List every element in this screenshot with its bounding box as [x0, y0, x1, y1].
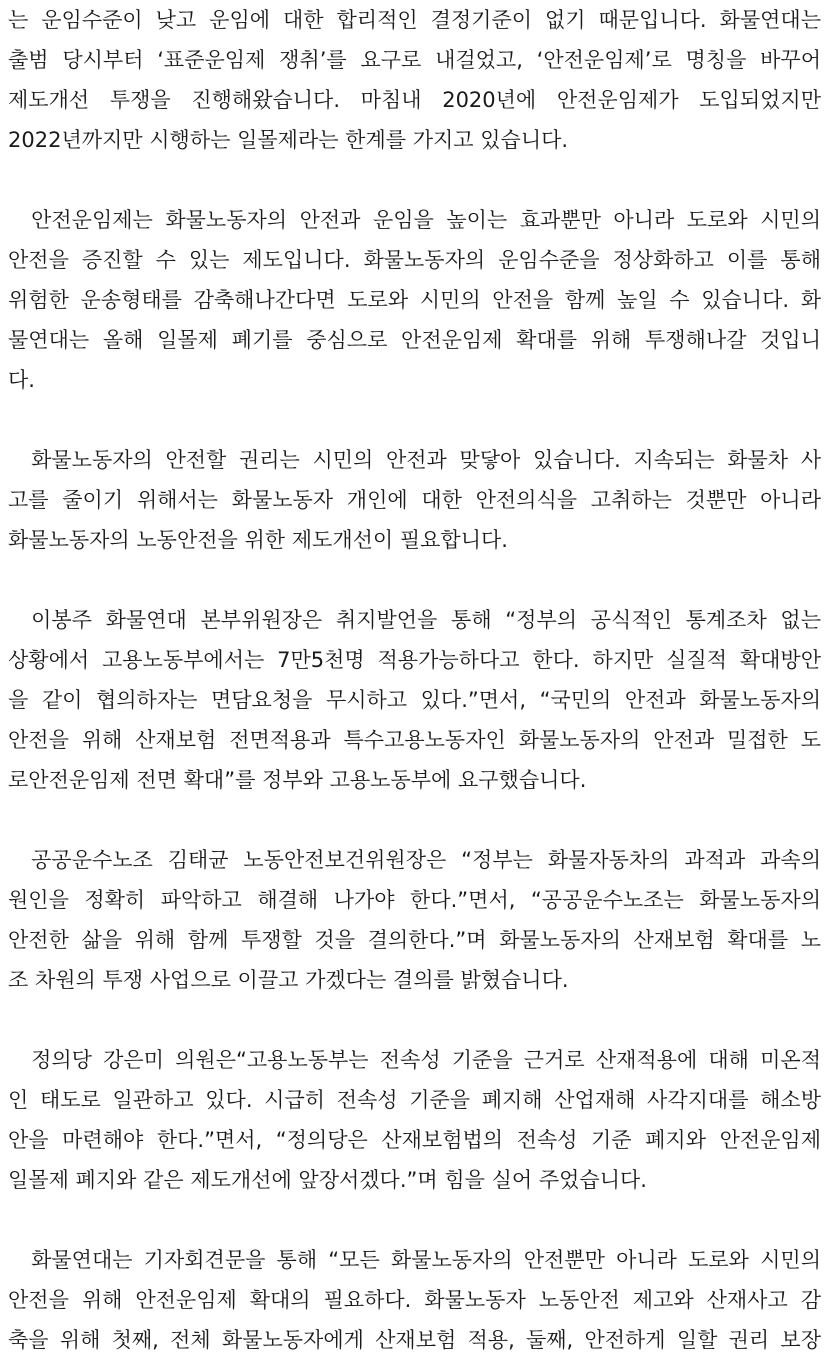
text-line: 안전을 위해 산재보험 전면적용과 특수고용노동자인 화물노동자의 안전과 밀접한 도: [8, 728, 821, 752]
text-line: 출범 당시부터 ‘표준운임제 쟁취’를 요구로 내걸었고, ‘안전운임제’로 명칭을 바꾸어: [8, 48, 821, 72]
article-body: [8, 0, 821, 1360]
text-line: 안전을 증진할 수 있는 제도입니다. 화물노동자의 운임수준을 정상화하고 이를 통해: [8, 248, 821, 272]
text-line: 공공운수노조 김태균 노동안전보건위원장은 “정부는 화물자동차의 과적과 과속의: [31, 848, 821, 872]
text-line: 원인을 정확히 파악하고 해결해 나가야 한다.”면서, “공공운수노조는 화물노동자의: [8, 888, 821, 912]
text-line: 이봉주 화물연대 본부위원장은 취지발언을 통해 “정부의 공식적인 통계조차 없는: [31, 608, 821, 632]
paragraph: [8, 600, 821, 800]
text-line: 일몰제 폐지와 같은 제도개선에 앞장서겠다.”며 힘을 실어 주었습니다.: [8, 1168, 647, 1192]
text-line: 을 같이 협의하자는 면담요청을 무시하고 있다.”면서, “국민의 안전과 화물노동자의: [8, 688, 821, 712]
paragraph: [8, 200, 821, 400]
text-line: 안전을 위해 안전운임제 확대의 필요하다. 화물노동자 노동안전 제고와 산재사고 감: [8, 1288, 821, 1312]
text-line: 안전한 삶을 위해 함께 투쟁할 것을 결의한다.”며 화물노동자의 산재보험 확대를 노: [8, 928, 821, 952]
text-line: 제도개선 투쟁을 진행해왔습니다. 마침내 2020년에 안전운임제가 도입되었지만: [8, 88, 821, 112]
text-line: 조 차원의 투쟁 사업으로 이끌고 가겠다는 결의를 밝혔습니다.: [8, 968, 569, 992]
text-line: 안을 마련해야 한다.”면서, “정의당은 산재보험법의 전속성 기준 폐지와 안전운임제: [8, 1128, 821, 1152]
paragraph: [8, 440, 821, 560]
text-line: 축을 위해 첫째, 전체 화물노동자에게 산재보험 적용, 둘째, 안전하게 일할 권리 보장: [8, 1328, 821, 1352]
text-line: 고를 줄이기 위해서는 화물노동자 개인에 대한 안전의식을 고취하는 것뿐만 아니라: [8, 488, 821, 512]
paragraph: [8, 1040, 821, 1200]
text-line: 다.: [8, 368, 35, 392]
text-line: 인 태도로 일관하고 있다. 시급히 전속성 기준을 폐지해 산업재해 사각지대를 해소방: [8, 1088, 821, 1112]
paragraph: [8, 1240, 821, 1360]
text-line: 물연대는 올해 일몰제 폐기를 중심으로 안전운임제 확대를 위해 투쟁해나갈 것입니: [8, 328, 821, 352]
text-line: 는 운임수준이 낮고 운임에 대한 합리적인 결정기준이 없기 때문입니다. 화물연대는: [8, 8, 821, 32]
paragraph: [8, 0, 821, 160]
text-line: 안전운임제는 화물노동자의 안전과 운임을 높이는 효과뿐만 아니라 도로와 시민의: [31, 208, 821, 232]
text-line: 화물노동자의 노동안전을 위한 제도개선이 필요합니다.: [8, 528, 508, 552]
text-line: 위험한 운송형태를 감축해나간다면 도로와 시민의 안전을 함께 높일 수 있습니다. 화: [8, 288, 821, 312]
text-line: 화물노동자의 안전할 권리는 시민의 안전과 맞닿아 있습니다. 지속되는 화물차 사: [31, 448, 821, 472]
text-line: 정의당 강은미 의원은“고용노동부는 전속성 기준을 근거로 산재적용에 대해 미온적: [31, 1048, 821, 1072]
text-line: 화물연대는 기자회견문을 통해 “모든 화물노동자의 안전뿐만 아니라 도로와 시민의: [31, 1248, 821, 1272]
text-line: 상황에서 고용노동부에서는 7만5천명 적용가능하다고 한다. 하지만 실질적 확대방안: [8, 648, 821, 672]
text-line: 2022년까지만 시행하는 일몰제라는 한계를 가지고 있습니다.: [8, 128, 569, 152]
text-line: 로안전운임제 전면 확대”를 정부와 고용노동부에 요구했습니다.: [8, 768, 587, 792]
paragraph: [8, 840, 821, 1000]
